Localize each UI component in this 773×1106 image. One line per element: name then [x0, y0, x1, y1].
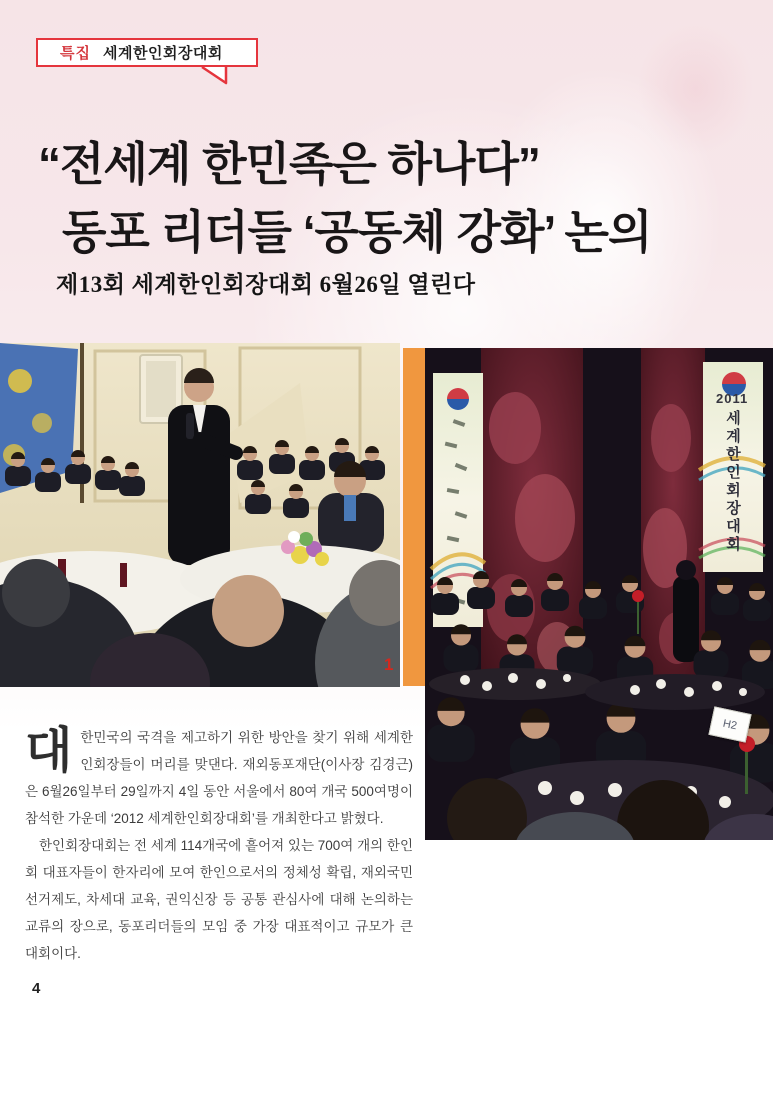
badge-tag: 특집: [60, 45, 91, 62]
headline-line1: “전세계 한민족은 하나다”: [38, 138, 540, 190]
table-sign-card: H2: [708, 706, 751, 742]
photo-banquet-speech: [0, 343, 400, 687]
badge-title: 세계한인회장대회: [102, 45, 223, 62]
badge-tail-shape: [202, 64, 230, 86]
banner-title-vertical: 세계한인회장대회: [724, 410, 741, 554]
photo-banquet-illustration: [0, 343, 400, 687]
paragraph-2: 한인회장대회는 전 세계 114개국에 흩어져 있는 700여 개의 한인회 대표자들이 한자리에 모여 한인으로서의 정체성 확립, 재외국민선거제도, 차세대 교육, 권익신장 등 공통 관심사에 대해 논의하는 교류의 장으로, 동포리더들의 모임 중 가장 대표적이고 규모가 큰 대회이다.: [25, 838, 413, 961]
banner-year-label: 2011: [716, 391, 749, 406]
photo-audience-illustration: [425, 348, 773, 840]
photo-conference-audience: [425, 348, 773, 840]
feature-badge: [36, 38, 258, 67]
paragraph-1: 한민국의 국격을 제고하기 위한 방안을 찾기 위해 세계한인회장들이 머리를 맞댄다. 재외동포재단(이사장 김경근)은 6월26일부터 29일까지 4일 동안 서울에서 80여 개국 500여명이 참석한 가운데 ‘2012 세계한인회장대회’를 개최한다고 밝혔다.: [25, 730, 413, 826]
article-body: [25, 724, 413, 967]
photo-number-marker: 1: [384, 655, 394, 674]
headline-line2: 동포 리더들 ‘공동체 강화’ 논의: [62, 206, 652, 258]
drop-cap: 대: [25, 724, 73, 778]
page-number: 4: [32, 980, 41, 997]
orange-divider: [403, 348, 427, 686]
headline: [38, 130, 651, 266]
subtitle: 제13회 세계한인회장대회 6월26일 열린다: [56, 272, 476, 297]
